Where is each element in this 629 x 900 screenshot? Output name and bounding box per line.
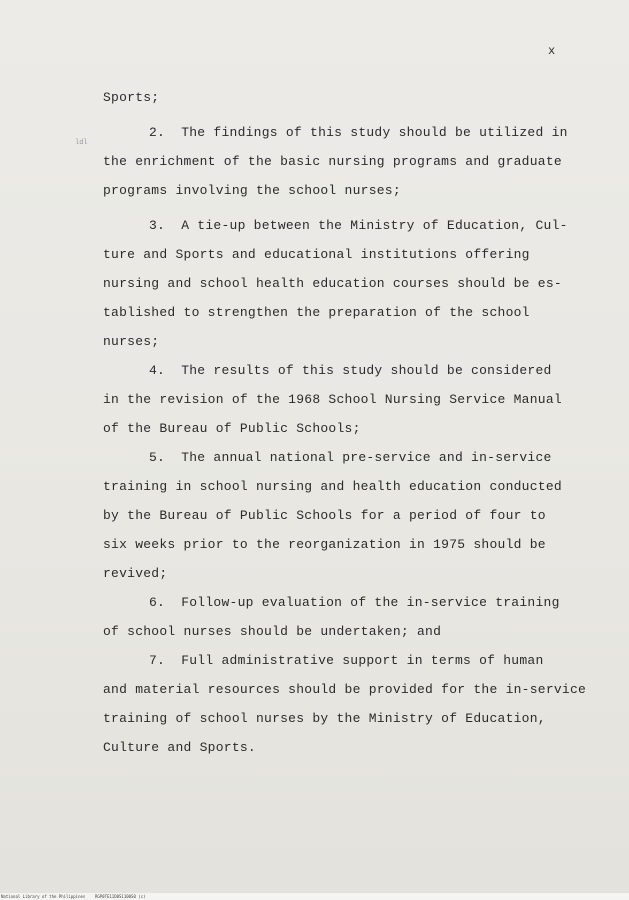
text-line: 5. The annual national pre-service and in-service — [149, 450, 552, 465]
text-line: six weeks prior to the reorganization in 1975 should be — [103, 537, 546, 552]
text-line: 6. Follow-up evaluation of the in-service training — [149, 595, 560, 610]
text-line: revived; — [103, 566, 168, 581]
text-line: of the Bureau of Public Schools; — [103, 421, 361, 436]
text-line: 7. Full administrative support in terms of human — [149, 653, 544, 668]
text-line: Sports; — [103, 90, 160, 105]
text-line: nursing and school health education courses should be es- — [103, 276, 562, 291]
text-line: training of school nurses by the Ministry of Education, — [103, 711, 546, 726]
text-line: ture and Sports and educational institutions offering — [103, 247, 530, 262]
text-line: nurses; — [103, 334, 160, 349]
text-line: training in school nursing and health education conducted — [103, 479, 562, 494]
text-line: and material resources should be provided for the in-service — [103, 682, 587, 697]
text-line: 3. A tie-up between the Ministry of Education, Cul- — [149, 218, 568, 233]
page-number: x — [548, 44, 556, 58]
text-line: the enrichment of the basic nursing programs and graduate — [103, 154, 562, 169]
body-text — [103, 83, 587, 762]
text-line: tablished to strengthen the preparation of the school — [103, 305, 530, 320]
text-line: programs involving the school nurses; — [103, 183, 401, 198]
scan-footer — [0, 893, 629, 900]
stray-mark: ldl — [75, 139, 88, 147]
scan-footer-text — [1, 893, 146, 900]
text-line: 4. The results of this study should be considered — [149, 363, 552, 378]
text-line: Culture and Sports. — [103, 740, 256, 755]
footer-code: RGP0TE11D0S1100S0 (c) — [94, 894, 146, 899]
text-line: in the revision of the 1968 School Nursing Service Manual — [103, 392, 562, 407]
text-line: by the Bureau of Public Schools for a period of four to — [103, 508, 546, 523]
footer-library: National Library of the Philippines — [1, 894, 86, 899]
text-line: 2. The findings of this study should be utilized in — [149, 125, 568, 140]
text-line: of school nurses should be undertaken; and — [103, 624, 442, 639]
